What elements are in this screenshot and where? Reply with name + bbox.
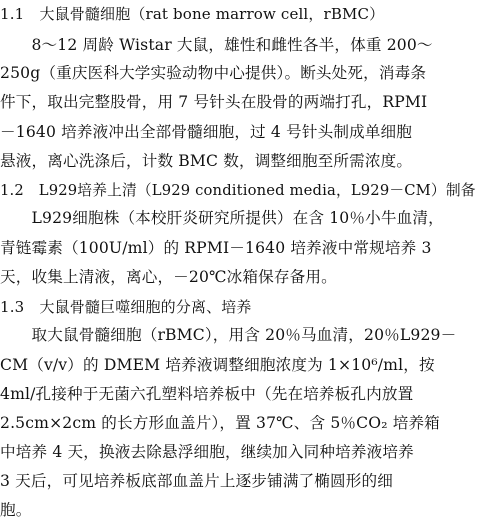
paragraph-line: 8～12 周龄 Wistar 大鼠，雄性和雌性各半，体重 200～: [0, 36, 433, 54]
paragraph-line: 胞。: [0, 501, 32, 519]
paragraph-line: 悬液，离心洗涤后，计数 BMC 数，调整细胞至所需浓度。: [0, 152, 413, 170]
paragraph-line: －1640 培养液冲出全部骨髓细胞，过 4 号针头制成单细胞: [0, 123, 413, 141]
section-heading-1-2: 1.2 L929培养上清（L929 conditioned media，L929－CM）制备: [0, 181, 476, 199]
paragraph-line: 取大鼠骨髓细胞（rBMC），用含 20％马血清，20％L929－: [0, 326, 457, 344]
paragraph-line: 件下，取出完整股骨，用 7 号针头在股骨的两端打孔，RPMI: [0, 93, 428, 111]
paragraph-line: 天，收集上清液，离心，－20℃冰箱保存备用。: [0, 268, 337, 286]
paragraph-line: CM（v/v）的 DMEM 培养液调整细胞浓度为 1×10⁶/ml，按: [0, 356, 435, 374]
paragraph-line: 2.5cm×2cm 的长方形血盖片），置 37℃、含 5％CO₂ 培养箱: [0, 414, 440, 432]
section-heading-1-3: 1.3 大鼠骨髓巨噬细胞的分离、培养: [0, 298, 252, 316]
paragraph-line: 250g（重庆医科大学实验动物中心提供）。断头处死，消毒条: [0, 64, 427, 82]
paragraph-line: 中培养 4 天，换液去除悬浮细胞，继续加入同种培养液培养: [0, 443, 414, 461]
paragraph-line: 青链霉素（100U/ml）的 RPMI－1640 培养液中常规培养 3: [0, 239, 432, 257]
paragraph-line: 3 天后，可见培养板底部血盖片上逐步铺满了椭圆形的细: [0, 472, 394, 490]
section-heading-1-1: 1.1 大鼠骨髓细胞（rat bone marrow cell，rBMC）: [0, 5, 385, 23]
paragraph-line: 4ml/孔接种于无菌六孔塑料培养板中（先在培养板孔内放置: [0, 385, 414, 403]
paragraph-line: L929细胞株（本校肝炎研究所提供）在含 10％小牛血清，: [0, 209, 444, 227]
